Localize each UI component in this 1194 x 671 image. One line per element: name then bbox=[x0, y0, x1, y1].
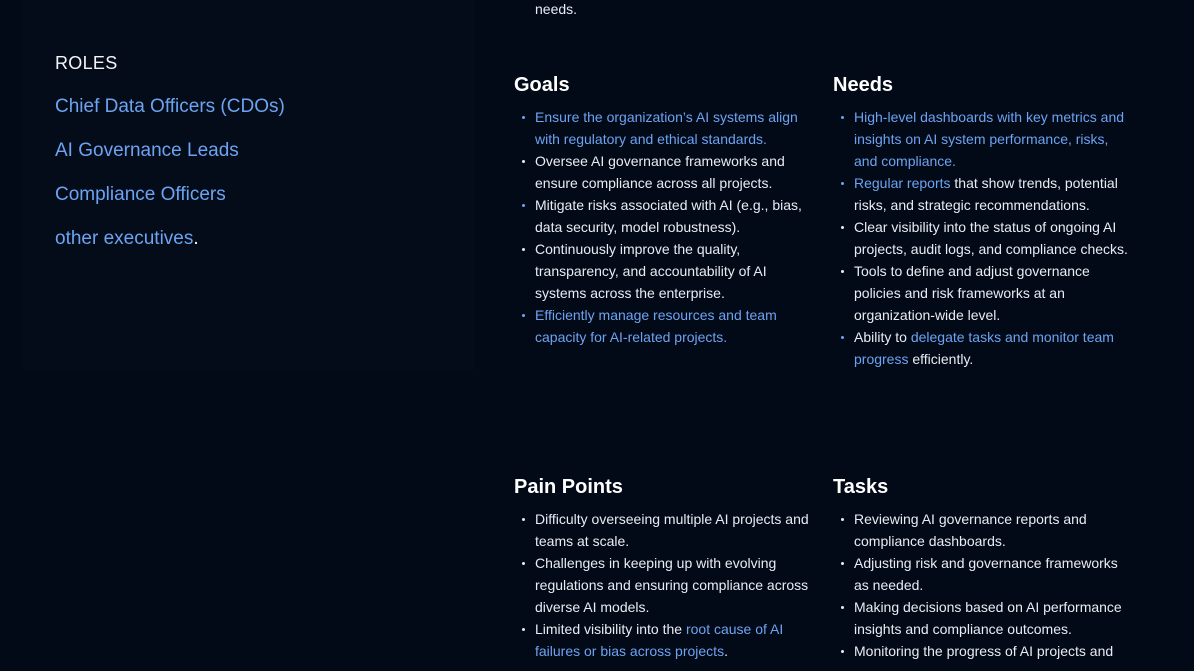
roles-list bbox=[55, 95, 285, 271]
needs-list bbox=[833, 106, 1133, 370]
goals-title: Goals bbox=[514, 74, 570, 96]
needs-section bbox=[833, 72, 1133, 367]
tasks-item-text: Reviewing AI governance reports and compliance dashboards. bbox=[854, 511, 1087, 549]
pain-points-link[interactable]: root cause of AI failures or bias across projects bbox=[535, 621, 784, 659]
needs-link[interactable]: delegate tasks and monitor team progress bbox=[854, 329, 1114, 367]
pain-points-item bbox=[514, 552, 814, 618]
tasks-item bbox=[833, 640, 1133, 662]
needs-item-text: Ability to bbox=[854, 329, 911, 345]
tasks-item-text: Making decisions based on AI performance insights and compliance outcomes. bbox=[854, 599, 1122, 637]
pain-points-list bbox=[514, 508, 814, 662]
needs-link[interactable]: High-level dashboards with key metrics and insights on AI system performance, risks, and compliance. bbox=[854, 109, 1125, 169]
role-link-compliance-officers[interactable]: Compliance Officers bbox=[55, 184, 226, 205]
goals-item bbox=[514, 304, 814, 348]
needs-item bbox=[833, 106, 1133, 172]
pain-points-item-text: Limited visibility into the bbox=[535, 621, 686, 637]
needs-title: Needs bbox=[833, 74, 894, 96]
goals-item bbox=[514, 238, 814, 304]
needs-link[interactable]: Regular reports bbox=[854, 175, 951, 191]
goals-item-text: Oversee AI governance frameworks and ensure compliance across all projects. bbox=[535, 153, 785, 191]
needs-item-text: efficiently. bbox=[908, 351, 974, 367]
pain-points-section bbox=[514, 474, 814, 659]
role-item bbox=[55, 139, 285, 183]
needs-item-text: that show trends, potential risks, and strategic recommendations. bbox=[854, 175, 1118, 213]
needs-item-text: Tools to define and adjust governance policies and risk frameworks at an organization-wide level. bbox=[854, 263, 1090, 323]
goals-section bbox=[514, 72, 814, 345]
needs-item bbox=[833, 172, 1133, 216]
role-trailing-period: . bbox=[193, 228, 199, 249]
roles-heading: ROLES bbox=[55, 53, 118, 73]
previous-section-fragment: needs. bbox=[535, 1, 578, 17]
tasks-item bbox=[833, 596, 1133, 640]
pain-points-title: Pain Points bbox=[514, 476, 623, 498]
role-item bbox=[55, 227, 285, 271]
role-item bbox=[55, 95, 285, 139]
tasks-item bbox=[833, 508, 1133, 552]
goals-item-text: Mitigate risks associated with AI (e.g., bias, data security, model robustness). bbox=[535, 197, 802, 235]
goals-item bbox=[514, 106, 814, 150]
pain-points-item-text: Challenges in keeping up with evolving regulations and ensuring compliance across diverse AI models. bbox=[535, 555, 809, 615]
role-link-other-executives[interactable]: other executives bbox=[55, 228, 194, 249]
needs-item bbox=[833, 326, 1133, 370]
tasks-section bbox=[833, 474, 1133, 659]
needs-item-text: Clear visibility into the status of ongoing AI projects, audit logs, and compliance checks. bbox=[854, 219, 1128, 257]
needs-item bbox=[833, 260, 1133, 326]
goals-link[interactable]: Ensure the organization’s AI systems align with regulatory and ethical standards. bbox=[535, 109, 798, 147]
pain-points-item bbox=[514, 618, 814, 662]
tasks-item-text: Adjusting risk and governance frameworks as needed. bbox=[854, 555, 1118, 593]
role-link-ai-governance-leads[interactable]: AI Governance Leads bbox=[55, 140, 239, 161]
role-link-cdo[interactable]: Chief Data Officers (CDOs) bbox=[55, 96, 285, 117]
pain-points-item-text: Difficulty overseeing multiple AI projects and teams at scale. bbox=[535, 511, 809, 549]
tasks-title: Tasks bbox=[833, 476, 889, 498]
goals-link[interactable]: Efficiently manage resources and team capacity for AI-related projects. bbox=[535, 307, 777, 345]
tasks-item-text: Monitoring the progress of AI projects and bbox=[854, 643, 1114, 659]
goals-item-text: Continuously improve the quality, transparency, and accountability of AI systems across the enterprise. bbox=[535, 241, 767, 301]
goals-list bbox=[514, 106, 814, 348]
role-item bbox=[55, 183, 285, 227]
tasks-list bbox=[833, 508, 1133, 662]
roles-panel bbox=[23, 0, 474, 369]
pain-points-item bbox=[514, 508, 814, 552]
tasks-item bbox=[833, 552, 1133, 596]
needs-item bbox=[833, 216, 1133, 260]
pain-points-item-text: . bbox=[724, 643, 728, 659]
goals-item bbox=[514, 150, 814, 194]
goals-item bbox=[514, 194, 814, 238]
